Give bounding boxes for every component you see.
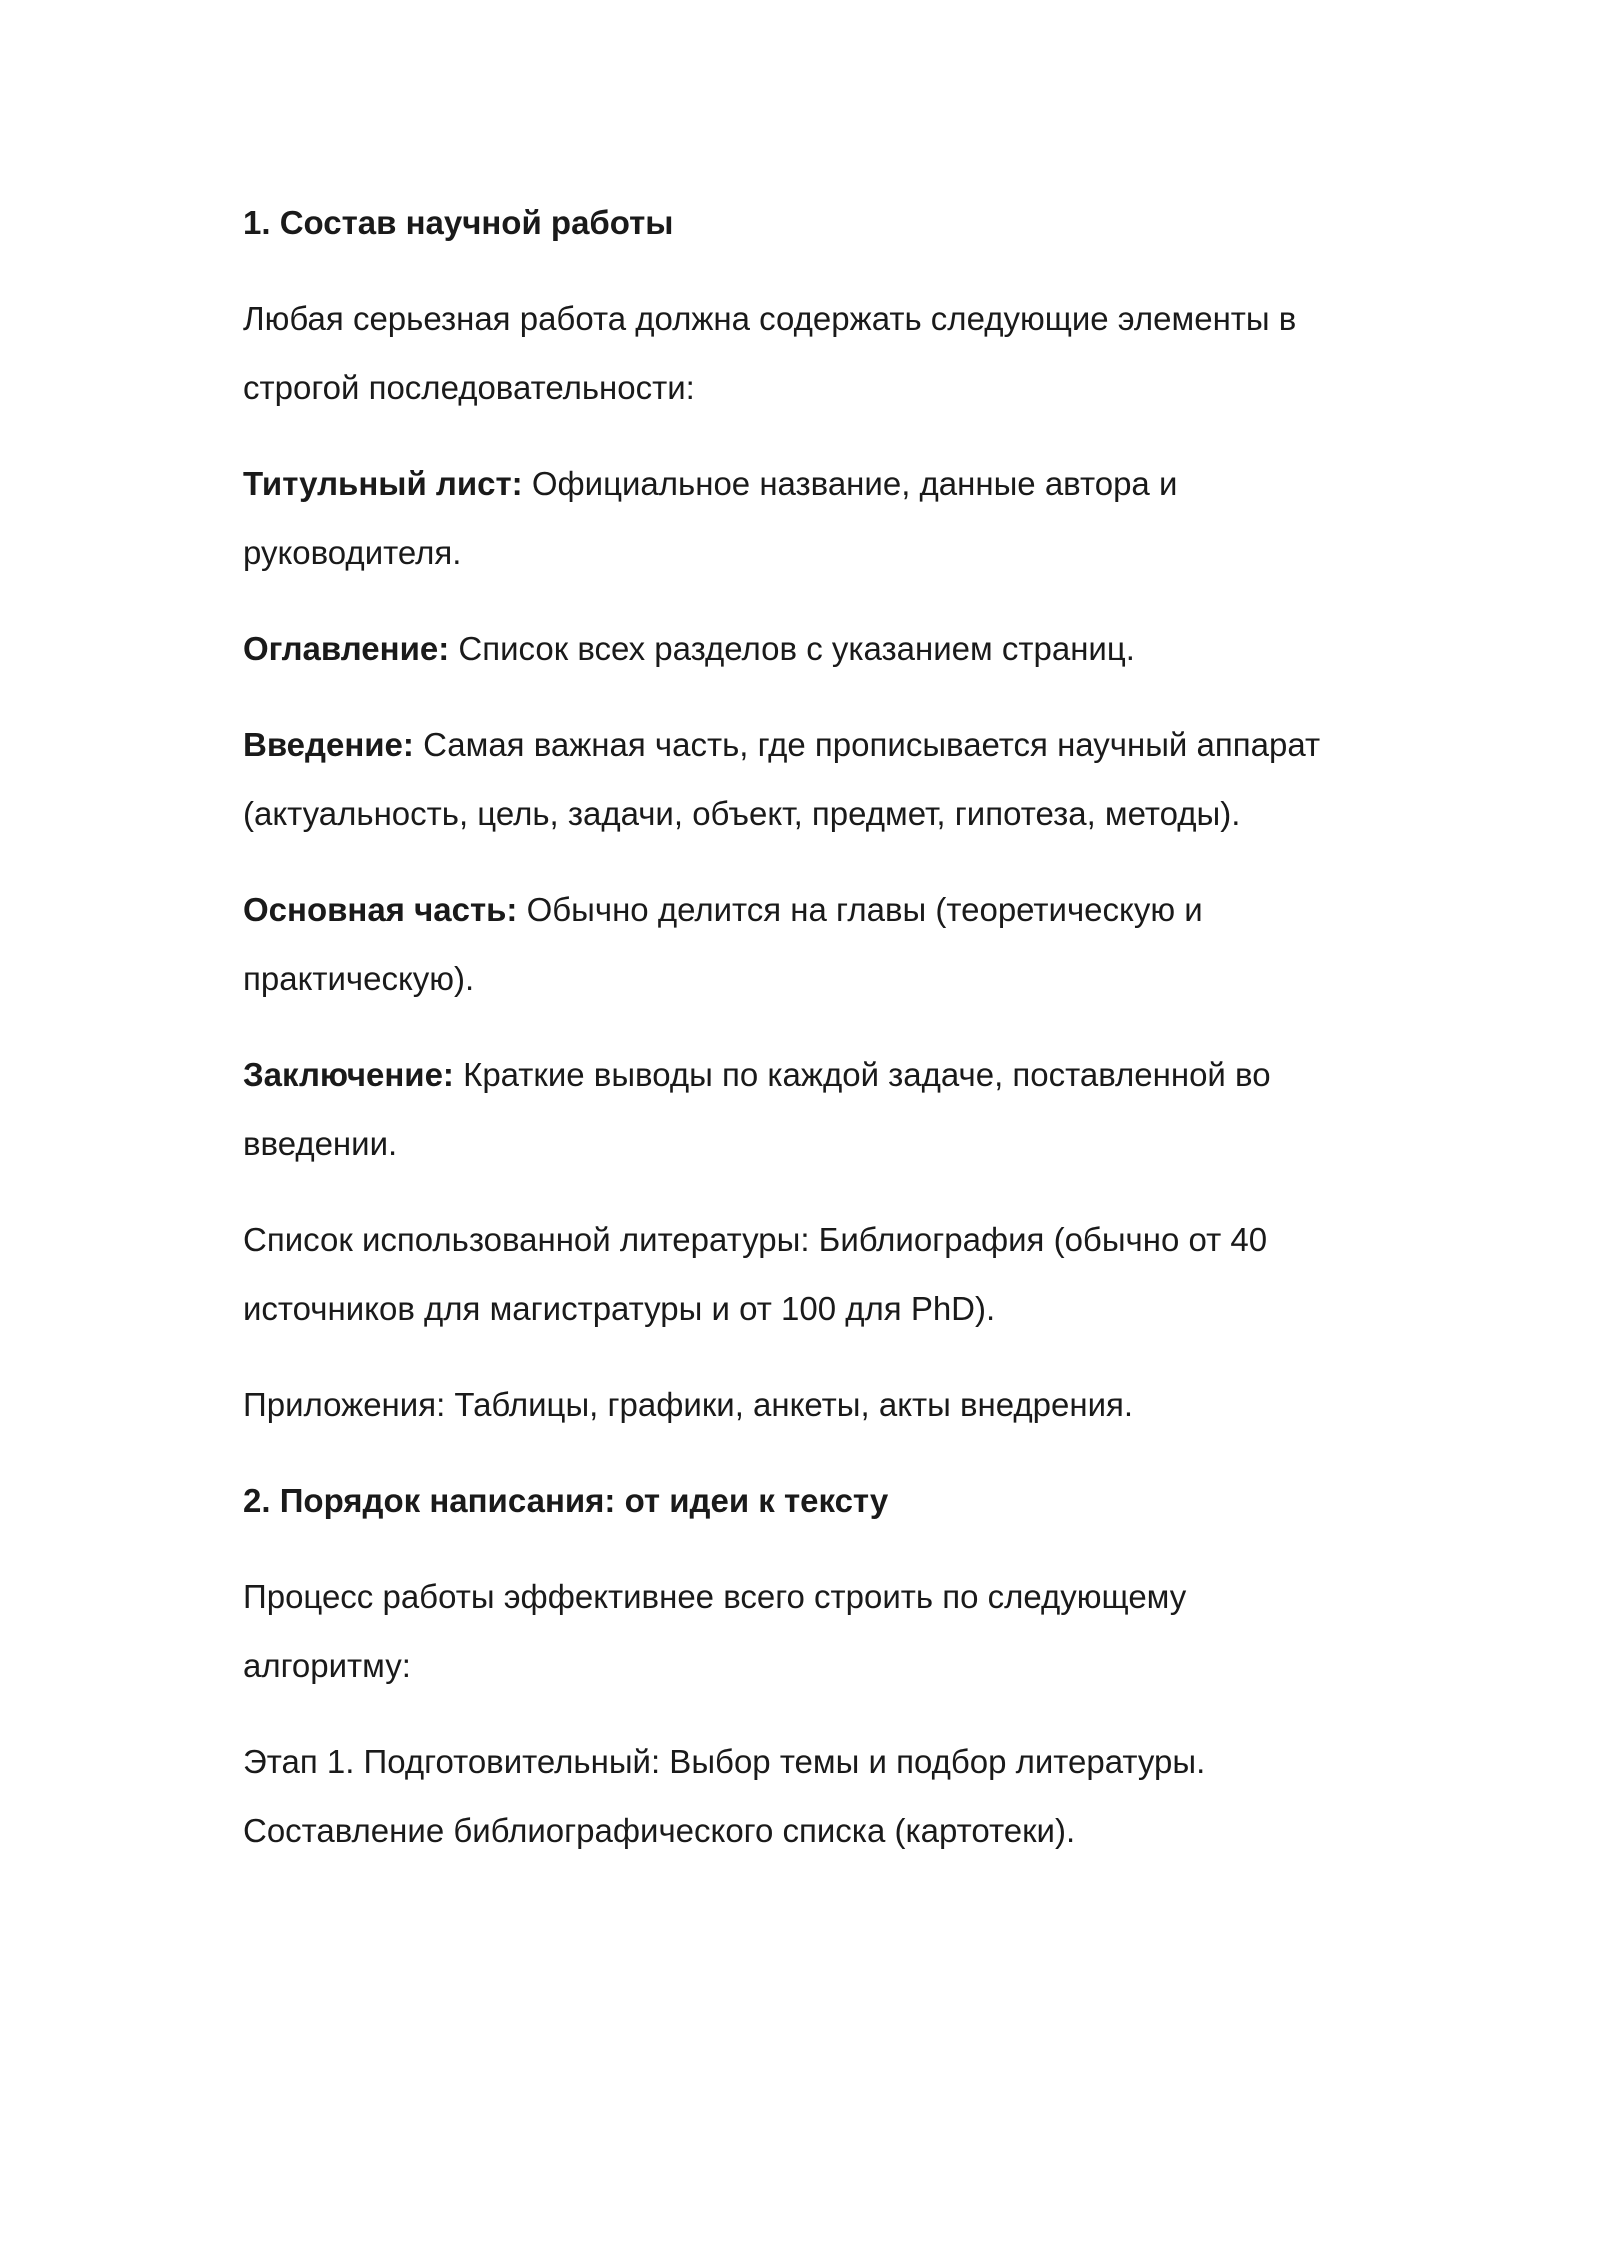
item-label: Основная часть: [243, 891, 518, 928]
item-text: Список всех разделов с указанием страниц. [449, 630, 1135, 667]
item-title-page [243, 449, 1383, 587]
item-line [243, 449, 1383, 518]
item-line [243, 614, 1383, 683]
section-2-heading: 2. Порядок написания: от идеи к тексту [243, 1482, 889, 1519]
item-conclusion [243, 1040, 1383, 1178]
step-line-continued: Составление библиографического списка (картотеки). [243, 1812, 1076, 1849]
item-line [243, 1040, 1383, 1109]
item-text: Обычно делится на главы (теоретическую и [517, 891, 1203, 928]
item-text-continued: практическую). [243, 960, 475, 997]
item-line [243, 710, 1383, 779]
item-line: Список использованной литературы: Библиография (обычно от 40 [243, 1221, 1268, 1258]
item-line: Приложения: Таблицы, графики, анкеты, акты внедрения. [243, 1386, 1134, 1423]
section-heading [243, 1466, 1383, 1535]
item-label: Введение: [243, 726, 414, 763]
section-2-intro [243, 1562, 1383, 1700]
step-line: Этап 1. Подготовительный: Выбор темы и подбор литературы. [243, 1743, 1206, 1780]
item-appendices [243, 1370, 1383, 1439]
item-introduction [243, 710, 1383, 848]
item-text: Краткие выводы по каждой задаче, поставленной во [453, 1056, 1271, 1093]
item-text-continued: руководителя. [243, 534, 462, 571]
intro-line: алгоритму: [243, 1647, 411, 1684]
item-label: Заключение: [243, 1056, 454, 1093]
intro-line: строгой последовательности: [243, 369, 695, 406]
item-label: Титульный лист: [243, 465, 523, 502]
item-text: Официальное название, данные автора и [522, 465, 1178, 502]
intro-line: Процесс работы эффективнее всего строить по следующему [243, 1578, 1187, 1615]
item-line [243, 875, 1383, 944]
section-1-intro [243, 284, 1383, 422]
item-text: Самая важная часть, где прописывается научный аппарат [413, 726, 1321, 763]
document-body [243, 188, 1383, 1892]
item-label: Оглавление: [243, 630, 450, 667]
section-1-heading: 1. Состав научной работы [243, 204, 674, 241]
item-contents [243, 614, 1383, 683]
step-1 [243, 1727, 1383, 1865]
intro-line: Любая серьезная работа должна содержать следующие элементы в [243, 300, 1297, 337]
section-heading [243, 188, 1383, 257]
item-text-continued: (актуальность, цель, задачи, объект, предмет, гипотеза, методы). [243, 795, 1241, 832]
item-main-part [243, 875, 1383, 1013]
item-text-continued: введении. [243, 1125, 398, 1162]
item-references [243, 1205, 1383, 1343]
item-text-continued: источников для магистратуры и от 100 для PhD). [243, 1290, 996, 1327]
